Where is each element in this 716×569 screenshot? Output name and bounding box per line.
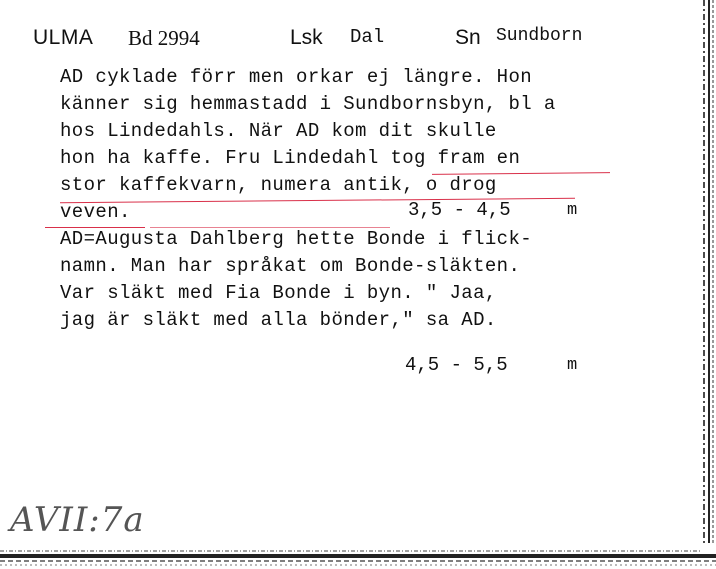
text-line: stor kaffekvarn, numera antik, o drog <box>60 174 497 196</box>
text-line: namn. Man har språkat om Bonde-släkten. <box>60 255 521 277</box>
text-line: hos Lindedahls. När AD kom dit skulle <box>60 120 497 142</box>
text-line: AD cyklade förr men orkar ej längre. Hon <box>60 66 533 88</box>
archive-name: ULMA <box>33 26 94 49</box>
text-line: hon ha kaffe. Fru Lindedahl tog fram en <box>60 147 521 169</box>
red-underline <box>150 227 390 228</box>
socken-value: Sundborn <box>496 26 583 46</box>
landskap-value: Dal <box>350 26 385 48</box>
card-bottom-edge <box>0 543 716 569</box>
landskap-label: Lsk <box>290 26 323 49</box>
socken-label: Sn <box>455 26 481 49</box>
measurement-1-unit: m <box>567 201 578 220</box>
measurement-1: 3,5 - 4,5 <box>408 199 511 221</box>
handwritten-reference: AVII:7a <box>10 500 145 540</box>
card-right-edge <box>702 0 716 569</box>
measurement-2: 4,5 - 5,5 <box>405 354 508 376</box>
text-line: känner sig hemmastadd i Sundbornsbyn, bl a <box>60 93 556 115</box>
text-line: jag är släkt med alla bönder," sa AD. <box>60 309 497 331</box>
red-underline <box>45 227 145 228</box>
text-line: AD=Augusta Dahlberg hette Bonde i flick- <box>60 228 533 250</box>
text-line: Var släkt med Fia Bonde i byn. " Jaa, <box>60 282 497 304</box>
text-line: veven. <box>60 201 131 223</box>
measurement-2-unit: m <box>567 356 578 375</box>
volume-number: Bd 2994 <box>128 26 200 50</box>
